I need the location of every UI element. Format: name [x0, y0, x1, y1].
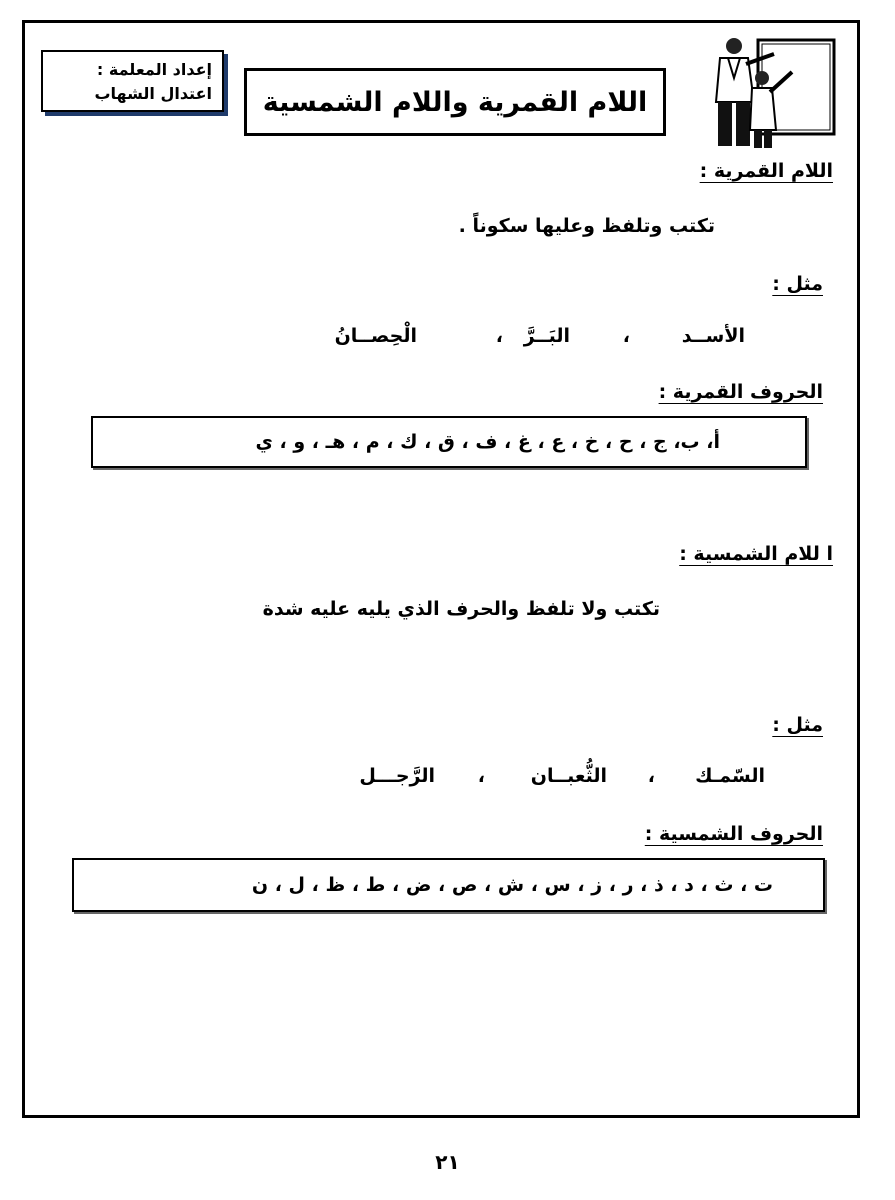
page-number: ٢١ — [435, 1150, 460, 1174]
moon-rule: تكتب وتلفظ وعليها سكوناً . — [458, 215, 715, 237]
sun-letters-box — [72, 858, 825, 912]
moon-separator-1: ، — [622, 325, 630, 347]
moon-letters-heading: الحروف القمرية : — [658, 381, 823, 403]
page-title: اللام القمرية واللام الشمسية — [262, 86, 648, 118]
moon-example-3: الْحِصــانُ — [334, 325, 417, 347]
moon-example-heading: مثل : — [772, 273, 823, 295]
author-label: إعداد المعلمة : — [96, 60, 212, 79]
sun-rule: تكتب ولا تلفظ والحرف الذي يليه عليه شدة — [262, 598, 660, 620]
sun-separator-2: ، — [477, 765, 485, 787]
moon-example-1: الأســد — [681, 325, 745, 347]
sun-letters: ت ، ث ، د ، ذ ، ر ، ز ، س ، ش ، ص ، ض ، ط ، ظ ، ل ، ن — [251, 874, 773, 896]
page-title-box — [244, 68, 666, 136]
sun-example-3: الرَّجـــل — [359, 765, 435, 787]
sun-example-heading: مثل : — [772, 714, 823, 736]
moon-example-2: البَــرَّ — [523, 325, 570, 347]
moon-heading: اللام القمرية : — [699, 160, 833, 182]
moon-separator-2: ، — [495, 325, 503, 347]
sun-separator-1: ، — [647, 765, 655, 787]
sun-example-1: السّمـك — [695, 765, 765, 787]
moon-letters: أ، ب، ج ، ح ، خ ، ع ، غ ، ف ، ق ، ك ، م ، هـ ، و ، ي — [255, 431, 720, 453]
author-box — [41, 50, 224, 112]
teacher-illustration-icon — [696, 32, 838, 152]
sun-heading: ا للام الشمسية : — [679, 543, 833, 565]
sun-letters-heading: الحروف الشمسية : — [644, 823, 823, 845]
page-frame — [22, 20, 860, 1118]
author-name: اعتدال الشهاب — [94, 84, 212, 103]
moon-letters-box — [91, 416, 807, 468]
sun-example-2: الثُّعبــان — [530, 765, 607, 787]
